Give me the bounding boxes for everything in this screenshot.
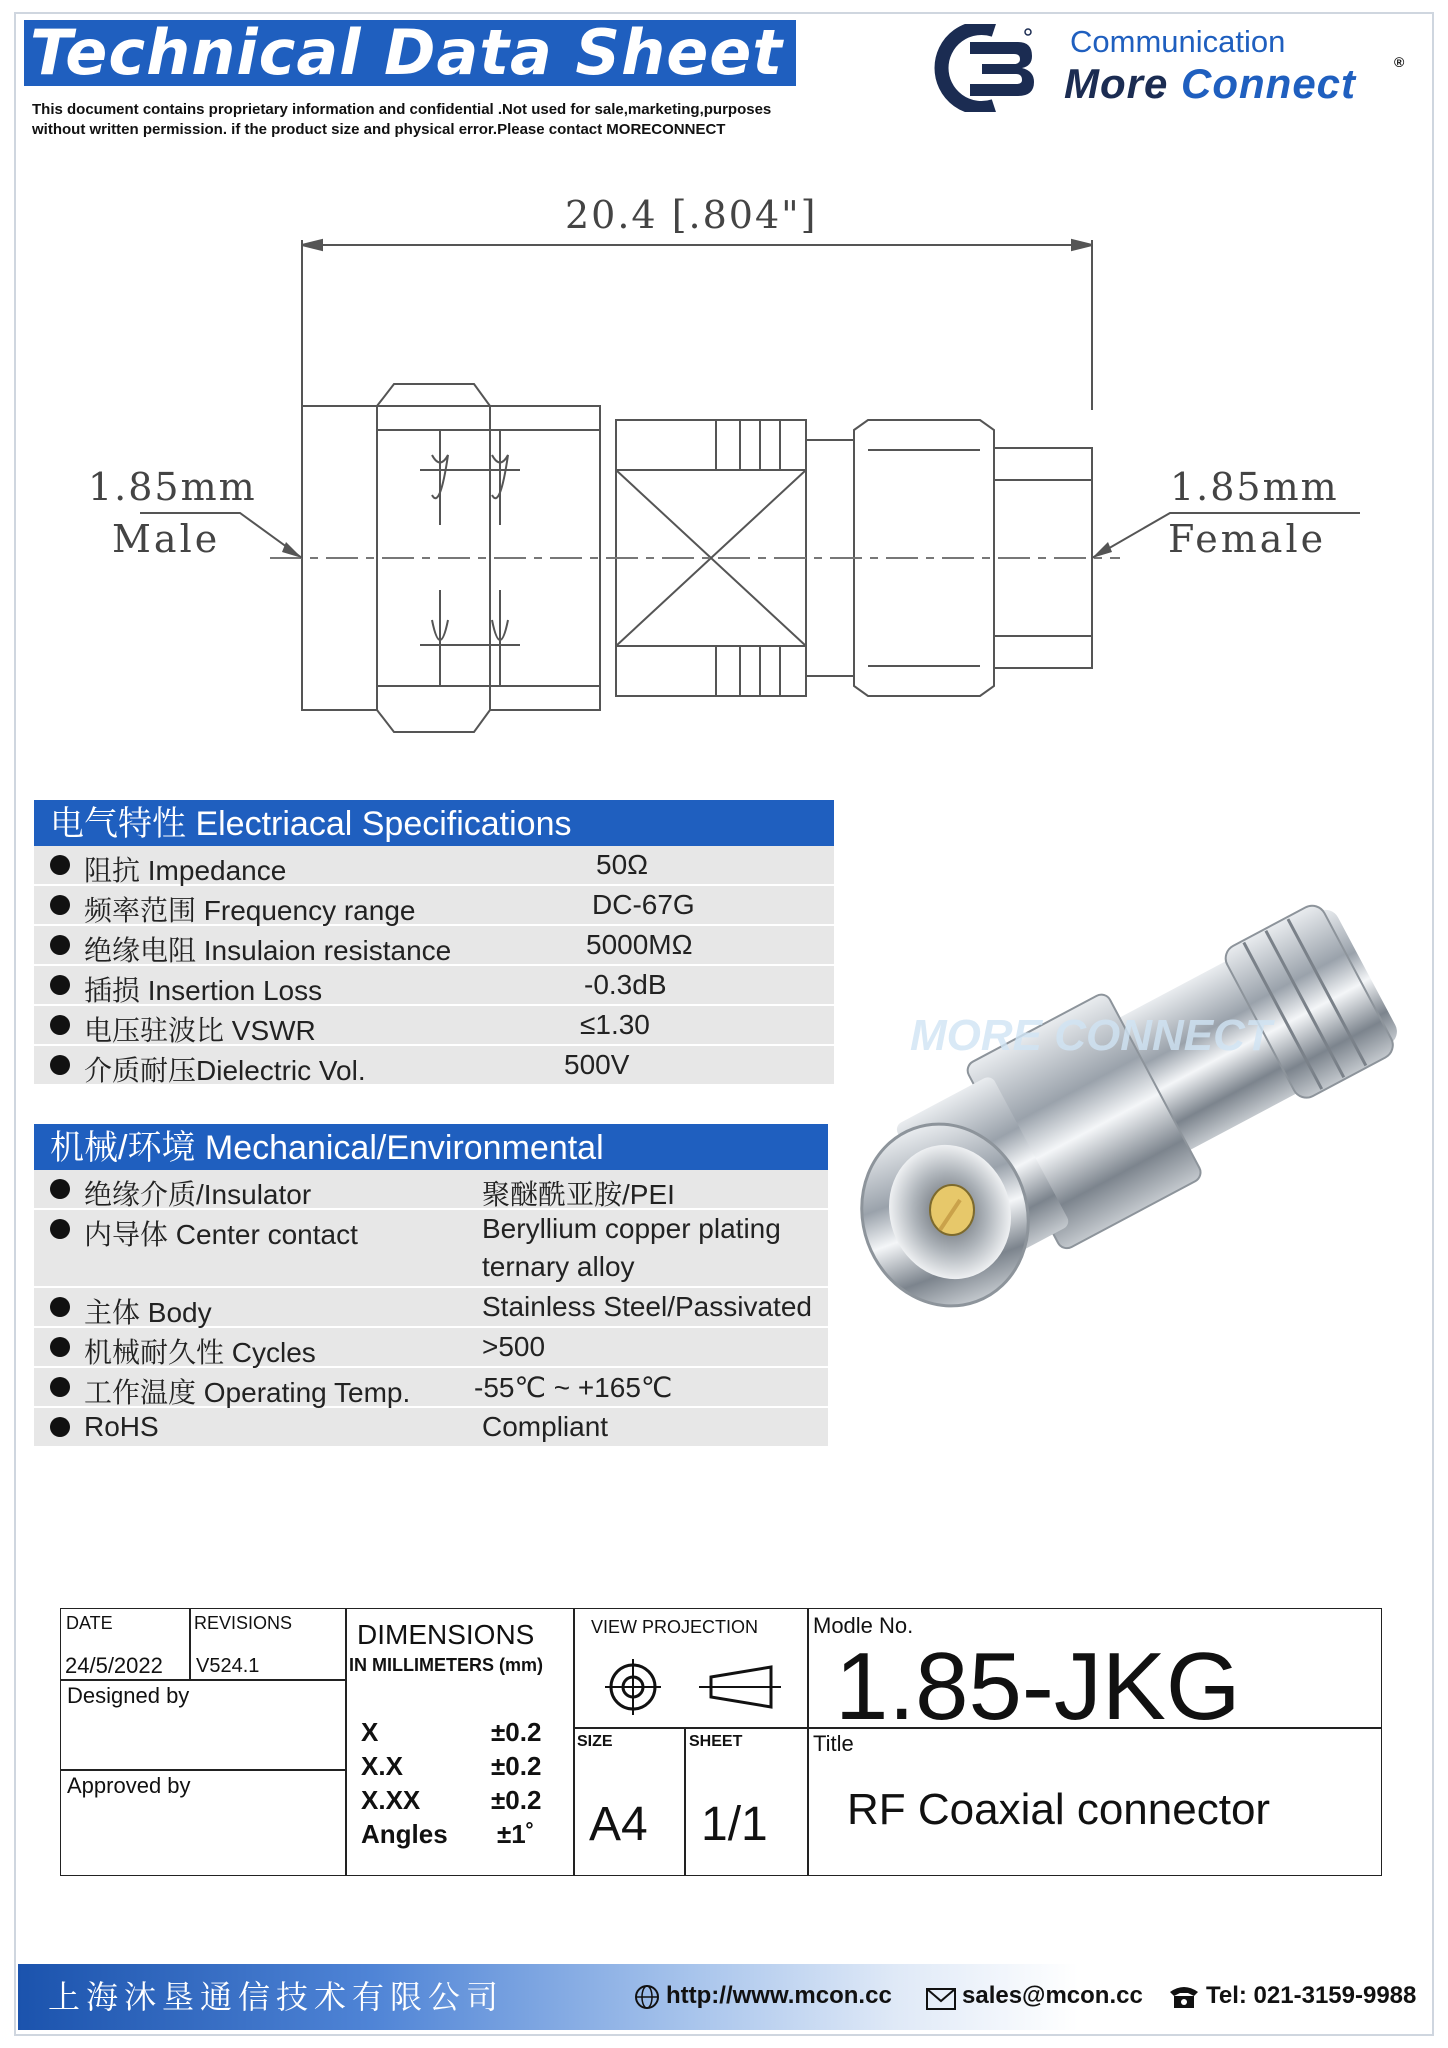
size-value: A4 <box>589 1798 648 1851</box>
product-title: RF Coaxial connector <box>847 1785 1271 1834</box>
telephone-number: Tel: 021-3159-9988 <box>1206 1982 1417 2009</box>
spec-label: 工作温度 Operating Temp. <box>84 1377 411 1408</box>
product-watermark: MORE CONNECT <box>910 1011 1272 1060</box>
bullet-icon <box>50 975 70 995</box>
bullet-icon <box>50 1055 70 1075</box>
bullet-icon <box>50 1417 70 1437</box>
spec-value: -0.3dB <box>584 969 667 1000</box>
disclaimer-line-1: This document contains proprietary information and confidential .Not used for sale,marketing,purposes <box>32 101 772 118</box>
electrical-spec-row <box>34 926 834 966</box>
tolerance-value: ±1˚ <box>497 1819 535 1849</box>
title-label: Title <box>813 1731 854 1756</box>
tolerance-value: ±0.2 <box>491 1717 542 1747</box>
female-label: Female <box>1168 517 1327 561</box>
bullet-icon <box>50 1337 70 1357</box>
revision-value: V524.1 <box>196 1655 260 1677</box>
bullet-icon <box>50 895 70 915</box>
spec-value: DC-67G <box>592 889 695 920</box>
electrical-spec-row <box>34 1006 834 1046</box>
sheet-value: 1/1 <box>701 1798 768 1851</box>
designed-by-label: Designed by <box>67 1683 190 1708</box>
spec-value-continued: ternary alloy <box>482 1251 635 1282</box>
mechanical-spec-row <box>34 1408 828 1448</box>
model-number: 1.85-JKG <box>835 1633 1241 1740</box>
model-label: Modle No. <box>813 1613 914 1638</box>
mechanical-spec-row <box>34 1368 828 1408</box>
electrical-spec-row <box>34 1046 834 1086</box>
bullet-icon <box>50 1377 70 1397</box>
telephone-icon <box>1168 1984 1200 2010</box>
dimensions-label: DIMENSIONS <box>357 1619 535 1650</box>
spec-label: 机械耐久性 Cycles <box>84 1337 316 1368</box>
bullet-icon <box>50 1297 70 1317</box>
date-label: DATE <box>66 1613 113 1633</box>
connector-product-photo <box>850 860 1420 1340</box>
spec-value: Beryllium copper plating <box>482 1213 781 1244</box>
mechanical-spec-row <box>34 1210 828 1288</box>
spec-value: -55℃ ~ +165℃ <box>474 1372 673 1403</box>
sheet-label: SHEET <box>689 1733 743 1750</box>
mail-icon <box>926 1988 956 2010</box>
spec-value: >500 <box>482 1331 546 1362</box>
date-value: 24/5/2022 <box>65 1653 163 1678</box>
bullet-icon <box>50 855 70 875</box>
globe-icon <box>634 1984 660 2010</box>
electrical-spec-row <box>34 886 834 926</box>
company-logo-icon <box>924 24 1044 112</box>
bullet-icon <box>50 1015 70 1035</box>
spec-label: 插损 Insertion Loss <box>84 975 323 1006</box>
spec-value: 50Ω <box>596 849 649 880</box>
electrical-spec-row <box>34 966 834 1006</box>
in-millimeters-label: IN MILLIMETERS (mm) <box>349 1655 543 1675</box>
tolerance-key: Angles <box>361 1819 448 1849</box>
footer-bar <box>18 1964 1432 2030</box>
female-size-label: 1.85mm <box>1170 465 1339 509</box>
spec-value: 5000MΩ <box>586 929 693 960</box>
overall-length-dimension: 20.4 [.804"] <box>565 193 818 237</box>
connector-outline-drawing <box>60 180 1380 740</box>
electrical-spec-heading: 电气特性 Electriacal Specifications <box>34 800 834 846</box>
tolerance-value: ±0.2 <box>491 1751 542 1781</box>
view-projection-label: VIEW PROJECTION <box>591 1617 759 1637</box>
electrical-spec-row <box>34 846 834 886</box>
spec-label: 电压驻波比 VSWR <box>84 1015 316 1046</box>
company-name: 上海沐垦通信技术有限公司 <box>48 1978 505 2016</box>
spec-value: 聚醚酰亚胺/PEI <box>482 1179 675 1210</box>
tolerance-key: X <box>361 1717 379 1747</box>
tolerance-value: ±0.2 <box>491 1785 542 1815</box>
tolerance-key: X.XX <box>361 1785 421 1815</box>
brand-tagline: Communication <box>1070 24 1286 59</box>
title-banner <box>24 16 796 89</box>
spec-label: 阻抗 Impedance <box>84 855 287 886</box>
size-label: SIZE <box>577 1733 613 1750</box>
brand-more: More <box>1064 60 1182 107</box>
spec-label: 绝缘电阻 Insulaion resistance <box>84 935 452 966</box>
page-title: Technical Data Sheet <box>30 16 783 89</box>
spec-label: RoHS <box>84 1411 159 1442</box>
mechanical-spec-row <box>34 1288 828 1328</box>
spec-label: 频率范围 Frequency range <box>84 895 416 926</box>
mechanical-spec-heading: 机械/环境 Mechanical/Environmental <box>34 1124 828 1170</box>
revisions-label: REVISIONS <box>194 1613 293 1633</box>
tolerance-key: X.X <box>361 1751 403 1781</box>
electrical-spec-table <box>34 800 834 1086</box>
spec-value: Compliant <box>482 1411 609 1442</box>
website-link[interactable]: http://www.mcon.cc <box>666 1982 892 2009</box>
spec-label: 介质耐压Dielectric Vol. <box>84 1055 366 1086</box>
mechanical-spec-table <box>34 1124 828 1448</box>
spec-value: ≤1.30 <box>580 1009 650 1040</box>
mechanical-spec-row <box>34 1328 828 1368</box>
male-label: Male <box>112 517 221 561</box>
disclaimer-line-2: without written permission. if the product size and physical error.Please contact MORECONNECT <box>32 121 726 138</box>
brand-name <box>1064 60 1356 108</box>
spec-label: 绝缘介质/Insulator <box>84 1179 312 1210</box>
disclaimer <box>32 100 771 140</box>
approved-by-label: Approved by <box>67 1773 191 1798</box>
registered-mark: ® <box>1394 54 1405 70</box>
bullet-icon <box>50 935 70 955</box>
spec-value: 500V <box>564 1049 630 1080</box>
spec-label: 主体 Body <box>84 1297 212 1328</box>
male-size-label: 1.85mm <box>88 465 257 509</box>
title-block <box>60 1608 1382 1876</box>
brand-connect: Connect <box>1181 60 1357 107</box>
bullet-icon <box>50 1219 70 1239</box>
mechanical-spec-row <box>34 1170 828 1210</box>
spec-value: Stainless Steel/Passivated <box>482 1291 812 1322</box>
spec-label: 内导体 Center contact <box>84 1219 358 1250</box>
bullet-icon <box>50 1179 70 1199</box>
projection-symbol-icon <box>601 1657 791 1717</box>
email-link[interactable]: sales@mcon.cc <box>962 1982 1143 2009</box>
